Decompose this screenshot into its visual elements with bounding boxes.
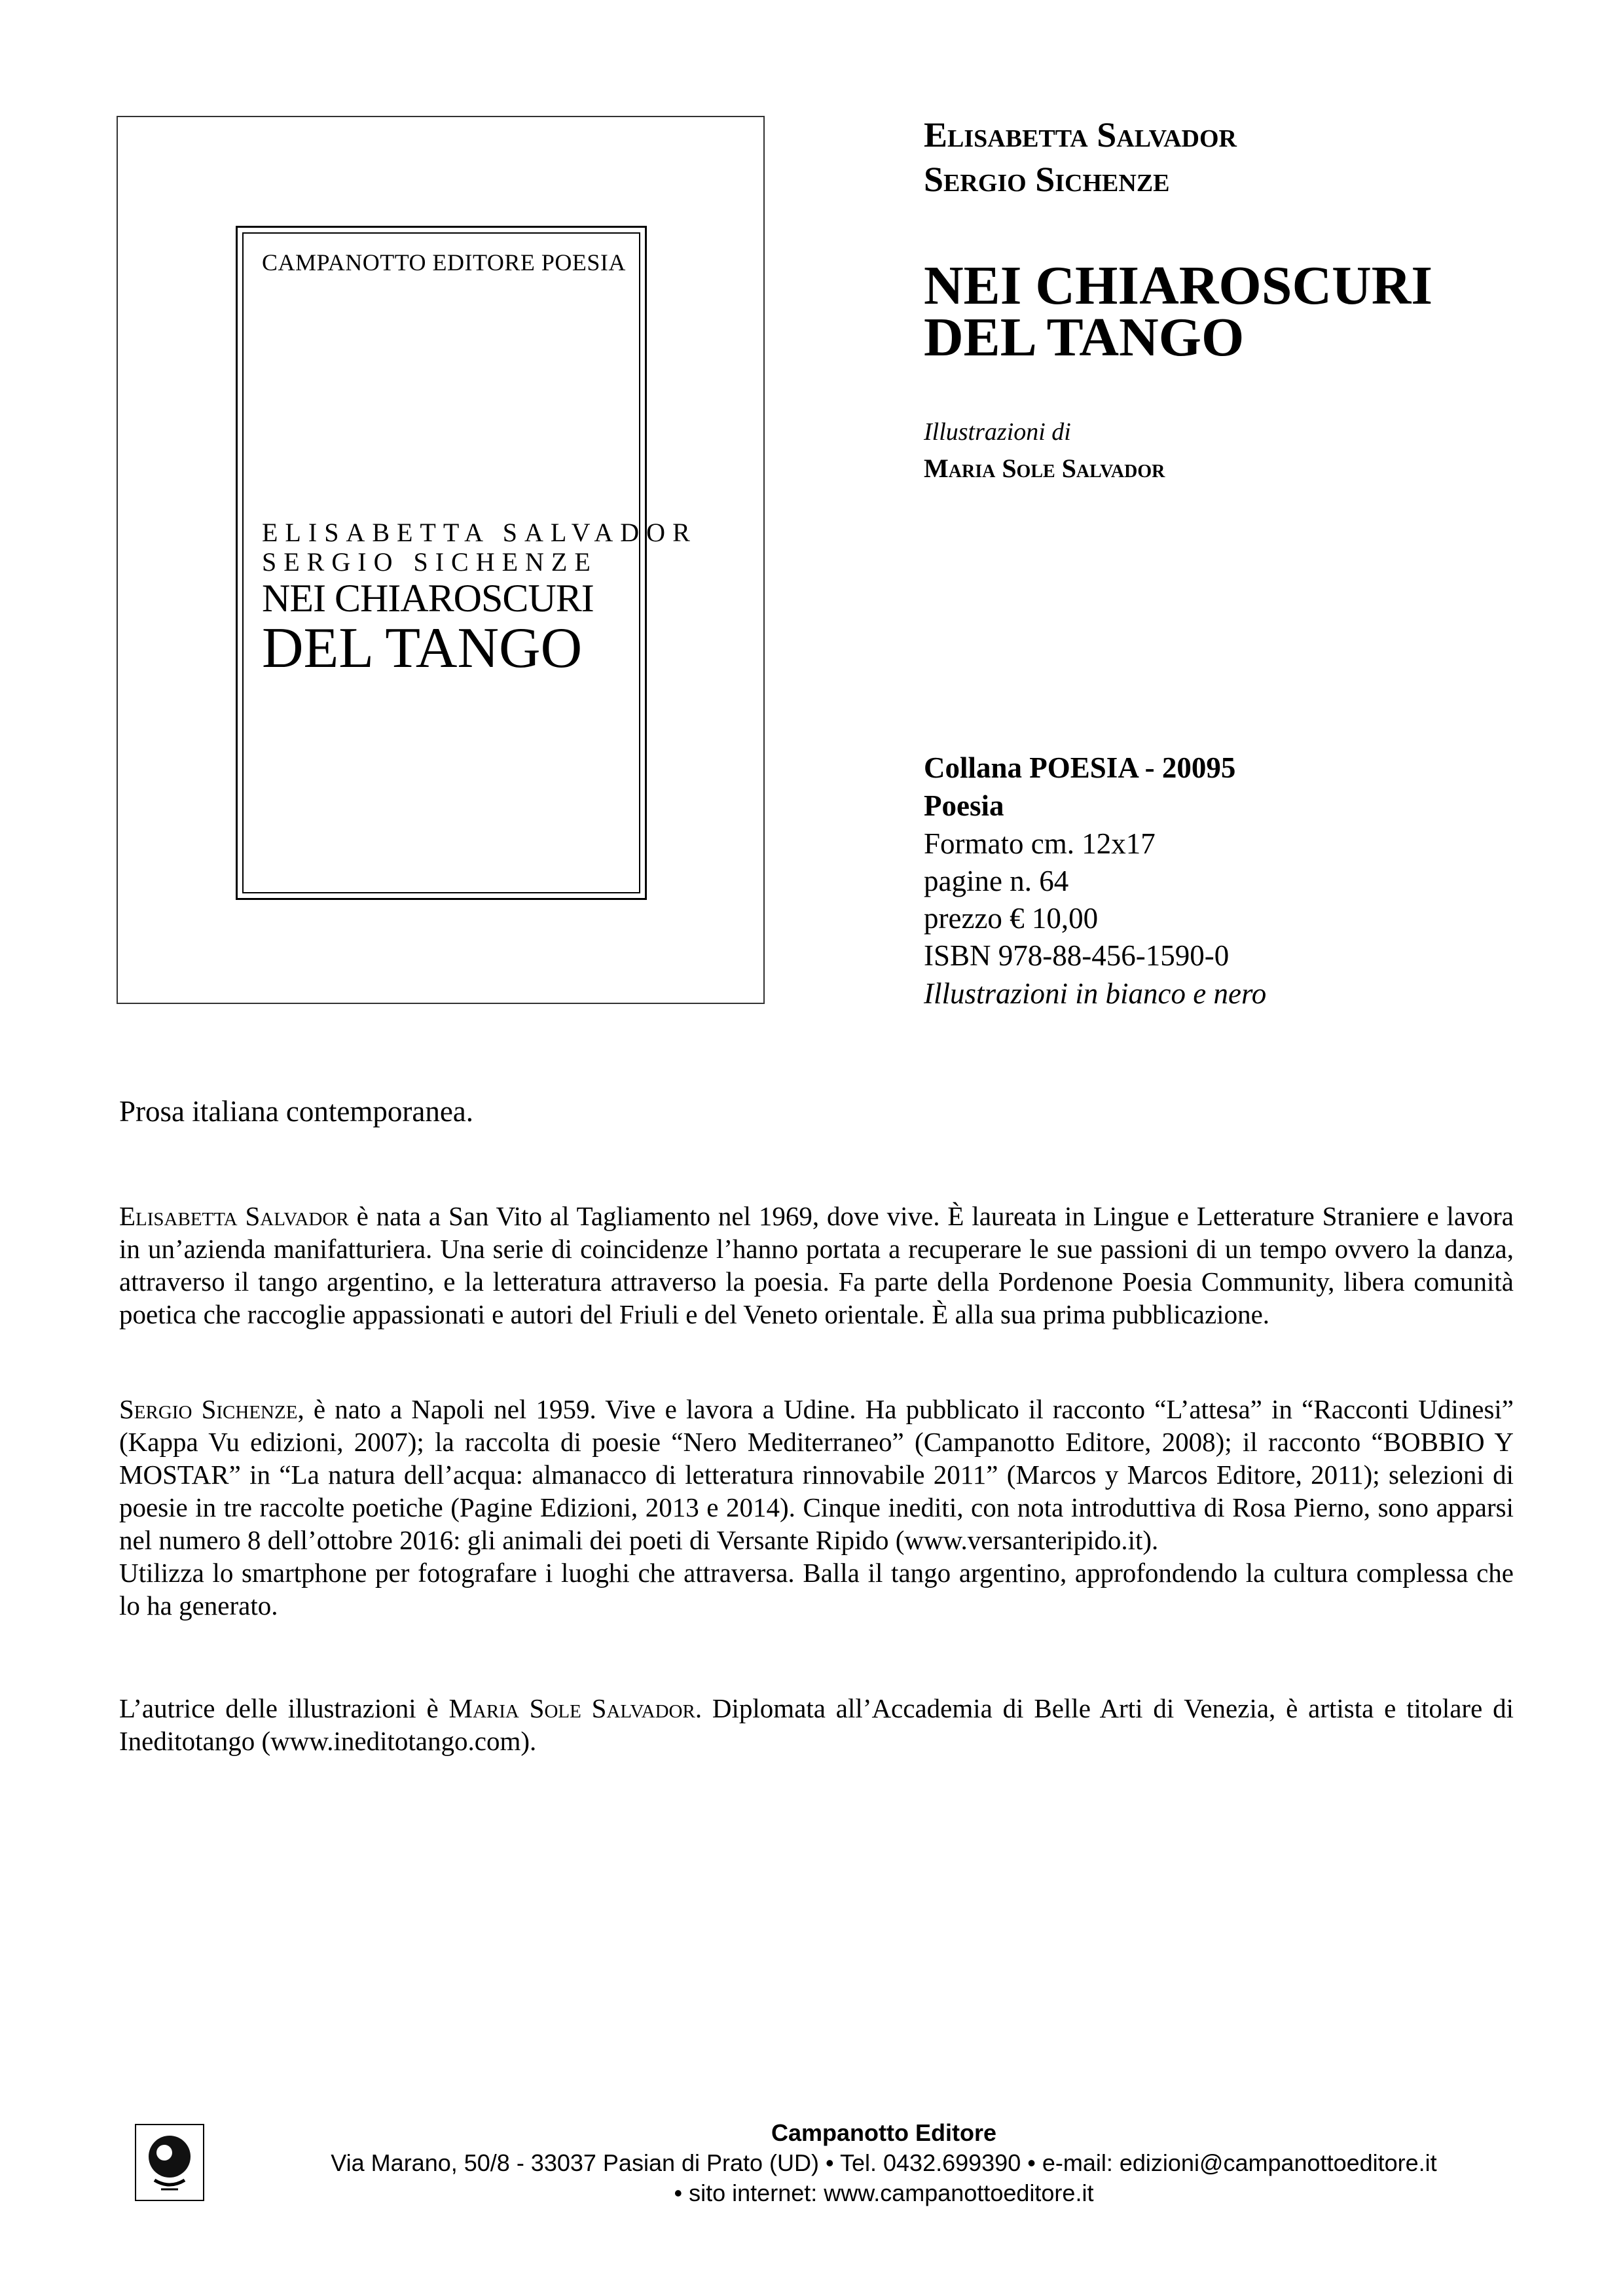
illustrations-label: Illustrazioni di bbox=[924, 418, 1071, 446]
bio-illustrator bbox=[119, 1692, 1514, 1757]
isbn: ISBN 978-88-456-1590-0 bbox=[924, 939, 1230, 972]
page-count: pagine n. 64 bbox=[924, 865, 1069, 897]
bio-sichenze bbox=[119, 1393, 1514, 1622]
genre-description: Prosa italiana contemporanea. bbox=[119, 1095, 474, 1128]
cover-title-line-2: DEL TANGO bbox=[262, 617, 583, 680]
genre: Poesia bbox=[924, 789, 1004, 822]
footer-address: Via Marano, 50/8 - 33037 Pasian di Prato (UD) • Tel. 0432.699390 • e-mail: edizioni@campanottoeditore.it bbox=[331, 2149, 1437, 2176]
bio-illustrator-text: . Diplomata all’Accademia di Belle Arti di Venezia, è artista e titolare di Ineditotango (www.ineditotango.com). bbox=[119, 1693, 1514, 1756]
bio-illustrator-name: Maria Sole Salvador bbox=[448, 1693, 695, 1723]
cover-author-2: SERGIO SICHENZE bbox=[262, 547, 598, 577]
illustrator-name: Maria Sole Salvador bbox=[924, 454, 1165, 483]
footer-publisher-name: Campanotto Editore bbox=[771, 2119, 996, 2146]
book-title-line-1: NEI CHIAROSCURI bbox=[924, 255, 1433, 316]
bio-salvador-text: è nata a San Vito al Tagliamento nel 1969, dove vive. È laureata in Lingue e Letterature Straniere e lavora in un’azienda manifatturiera. Una serie di coincidenze l’hanno portata a recuperare le sue passioni di un tempo ovvero la danza, attraverso il tango argentino, e la letteratura attraverso la poesia. Fa parte della Pordenone Poesia Community, libera comunità poetica che raccoglie appassionati e autori del Friuli e del Veneto orientale. È alla sua prima pubblicazione. bbox=[119, 1201, 1514, 1329]
footer-website: • sito internet: www.campanottoeditore.it bbox=[674, 2179, 1094, 2206]
cover-publisher: CAMPANOTTO EDITORE POESIA bbox=[262, 249, 626, 276]
cover-title-line-1: NEI CHIAROSCURI bbox=[262, 577, 594, 620]
book-title-line-2: DEL TANGO bbox=[924, 307, 1245, 368]
author-2: Sergio Sichenze bbox=[924, 160, 1170, 199]
illustrations-note: Illustrazioni in bianco e nero bbox=[924, 977, 1267, 1010]
series-info: Collana POESIA - 20095 bbox=[924, 751, 1236, 784]
cover-author-1: ELISABETTA SALVADOR bbox=[262, 518, 697, 547]
price: prezzo € 10,00 bbox=[924, 902, 1099, 935]
bio-sichenze-text: , è nato a Napoli nel 1959. Vive e lavora a Udine. Ha pubblicato il racconto “L’attesa” in “Racconti Udinesi” (Kappa Vu edizioni, 2007); la raccolta di poesie “Nero Mediterraneo” (Campanotto Editore, 2008); il racconto “BOBBIO Y MOSTAR” in “La natura dell’acqua: almanacco di letteratura rinnovabile 2011” (Marcos y Marcos Editore, 2011); selezioni di poesie in tre raccolte poetiche (Pagine Edizioni, 2013 e 2014). Cinque inediti, con nota introduttiva di Rosa Pierno, sono apparsi nel numero 8 dell’ottobre 2016: gli animali dei poeti di Versante Ripido (www.versanteripido.it). bbox=[119, 1394, 1514, 1555]
publisher-logo-icon bbox=[135, 2124, 204, 2201]
bio-sichenze-text-2: Utilizza lo smartphone per fotografare i luoghi che attraversa. Balla il tango argentino, approfondendo la cultura complessa che lo ha generato. bbox=[119, 1558, 1514, 1621]
bio-illustrator-intro: L’autrice delle illustrazioni è bbox=[119, 1693, 449, 1723]
author-1: Elisabetta Salvador bbox=[924, 115, 1237, 154]
bio-salvador bbox=[119, 1200, 1514, 1331]
bio-salvador-name: Elisabetta Salvador bbox=[119, 1201, 349, 1231]
format: Formato cm. 12x17 bbox=[924, 827, 1156, 860]
bio-sichenze-name: Sergio Sichenze bbox=[119, 1394, 298, 1424]
